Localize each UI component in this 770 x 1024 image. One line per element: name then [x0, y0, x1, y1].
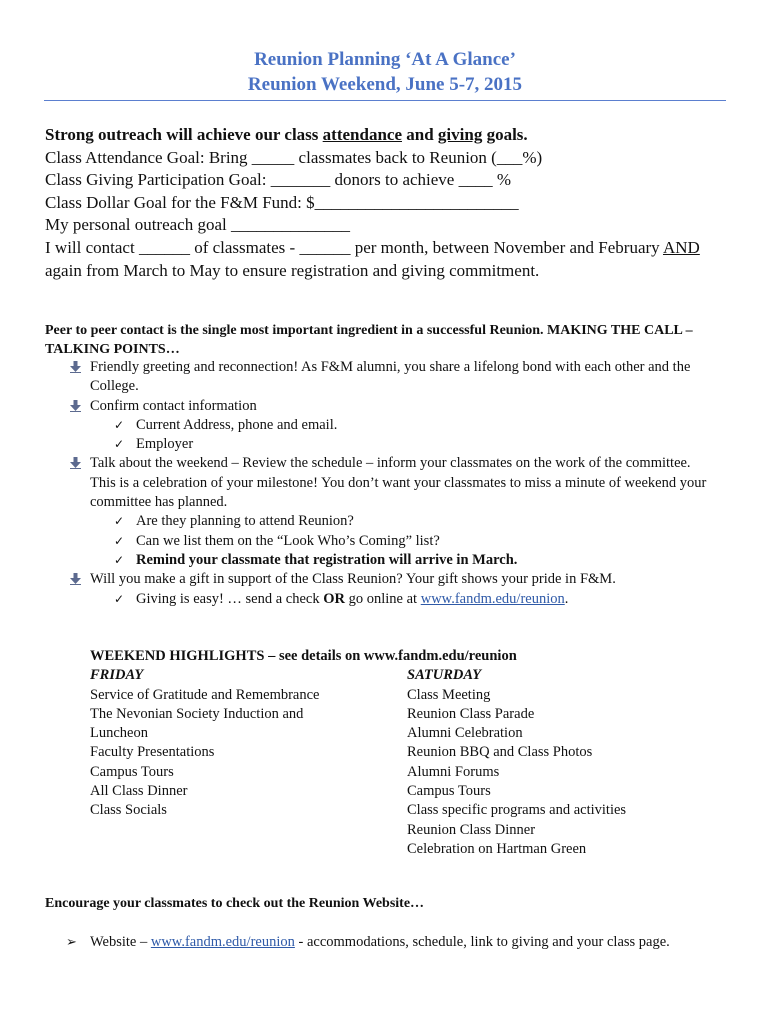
sub-list-item: [114, 435, 716, 454]
goals-intro-text: Strong outreach will achieve our class: [45, 125, 323, 144]
goals-intro-attendance: attendance: [322, 125, 402, 144]
friday-label: FRIDAY: [90, 667, 144, 684]
sub-list-item-text: Remind your classmate that registration will arrive in March.: [136, 551, 518, 568]
saturday-column: [407, 666, 707, 859]
sub-list-item-text: Can we list them on the “Look Who’s Coming” list?: [136, 532, 440, 549]
list-item: [90, 570, 715, 589]
contact-text-b: again from March to May to ensure registration and giving commitment.: [45, 260, 540, 280]
saturday-event: Alumni Forums: [407, 763, 500, 780]
list-item-text: Will you make a gift in support of the Class Reunion? Your gift shows your pride in F&M.: [90, 571, 616, 588]
sub-list-item-text: Are they planning to attend Reunion?: [136, 513, 354, 530]
saturday-label: SATURDAY: [407, 667, 482, 684]
contact-and: AND: [662, 237, 700, 257]
friday-event: The Nevonian Society Induction and Luncheon: [90, 705, 304, 742]
page-title: Reunion Planning ‘At A Glance’: [254, 49, 516, 70]
giving-link[interactable]: www.fandm.edu/reunion: [420, 590, 565, 607]
list-item: [90, 358, 715, 397]
saturday-event: Alumni Celebration: [407, 725, 523, 742]
talking-points-heading: Peer to peer contact is the single most important ingredient in a successful Reunion. MAKING THE CALL – TALKING POINTS…: [45, 323, 693, 357]
arrow-down-bullet-icon: [70, 361, 81, 373]
giving-period: .: [564, 590, 569, 607]
saturday-event: Class specific programs and activities: [407, 802, 627, 819]
saturday-event: Reunion Class Dinner: [407, 821, 536, 838]
highlights-heading: WEEKEND HIGHLIGHTS – see details on www.fandm.edu/reunion: [90, 648, 517, 664]
friday-event: All Class Dinner: [90, 783, 188, 800]
friday-event: Faculty Presentations: [90, 744, 215, 761]
friday-event: Class Socials: [90, 802, 167, 819]
website-label: Website –: [90, 934, 151, 950]
checkmark-icon: ✓: [114, 552, 125, 567]
website-link[interactable]: www.fandm.edu/reunion: [150, 934, 295, 950]
goals-intro-giving: giving: [437, 125, 483, 144]
contact-commitment: [45, 237, 725, 282]
list-item-text: Confirm contact information: [90, 397, 257, 414]
sub-list-item-text: Employer: [136, 436, 194, 453]
title-divider: [44, 100, 726, 101]
friday-column: [90, 666, 407, 859]
list-item: [90, 397, 715, 416]
giving-or: OR: [323, 590, 345, 607]
sub-list-item: [114, 551, 716, 570]
goals-intro-and: and: [402, 125, 438, 144]
checkmark-icon: ✓: [114, 514, 125, 529]
sub-list-item: [114, 590, 716, 609]
sub-list-item: [114, 532, 716, 551]
friday-event: Campus Tours: [90, 763, 174, 780]
arrow-down-bullet-icon: [70, 573, 81, 585]
saturday-event: Celebration on Hartman Green: [407, 840, 587, 857]
checkmark-icon: ✓: [114, 437, 125, 452]
list-item-text: Friendly greeting and reconnection! As F&M alumni, you share a lifelong bond with each other and the College.: [90, 359, 691, 395]
saturday-event: Reunion BBQ and Class Photos: [407, 744, 593, 761]
friday-event: Service of Gratitude and Remembrance: [90, 686, 320, 703]
page-subtitle: Reunion Weekend, June 5-7, 2015: [247, 74, 523, 95]
arrow-down-bullet-icon: [70, 400, 81, 412]
goals-intro-end: goals.: [482, 125, 528, 144]
dollar-goal: Class Dollar Goal for the F&M Fund: $________________________: [45, 192, 519, 212]
attendance-goal: Class Attendance Goal: Bring _____ classmates back to Reunion (___%): [45, 147, 543, 167]
saturday-event: Class Meeting: [407, 686, 491, 703]
arrow-right-bullet-icon: ➢: [66, 935, 77, 950]
website-item: [66, 933, 710, 952]
saturday-event: Reunion Class Parade: [407, 705, 535, 722]
personal-goal: My personal outreach goal ______________: [45, 215, 350, 235]
weekend-highlights: [90, 647, 710, 859]
checkmark-icon: ✓: [114, 533, 125, 548]
encourage-heading: Encourage your classmates to check out the Reunion Website…: [45, 896, 425, 911]
checkmark-icon: ✓: [114, 417, 125, 432]
sub-list-item: [114, 512, 716, 531]
goals-section: [45, 124, 725, 282]
saturday-event: Campus Tours: [407, 783, 491, 800]
giving-goal: Class Giving Participation Goal: _______ donors to achieve ____ %: [45, 170, 512, 190]
website-description: - accommodations, schedule, link to giving and your class page.: [294, 934, 670, 950]
goals-intro: [45, 124, 725, 147]
list-item: [90, 454, 715, 512]
sub-list-item: [114, 416, 716, 435]
giving-text-b: go online at: [345, 590, 421, 607]
contact-text-a: I will contact ______ of classmates - ______ per month, between November and February: [45, 237, 663, 257]
arrow-down-bullet-icon: [70, 457, 81, 469]
checkmark-icon: ✓: [114, 591, 125, 606]
sub-list-item-text: Current Address, phone and email.: [136, 416, 338, 433]
highlights-columns: [90, 666, 710, 859]
talking-points-list: [0, 358, 770, 609]
giving-text: Giving is easy! … send a check: [136, 590, 324, 607]
list-item-text: Talk about the weekend – Review the schedule – inform your classmates on the work of the committee. This is a celebration of your milestone! You don’t want your classmates to miss a minute of weekend your committee has planned.: [90, 455, 707, 511]
